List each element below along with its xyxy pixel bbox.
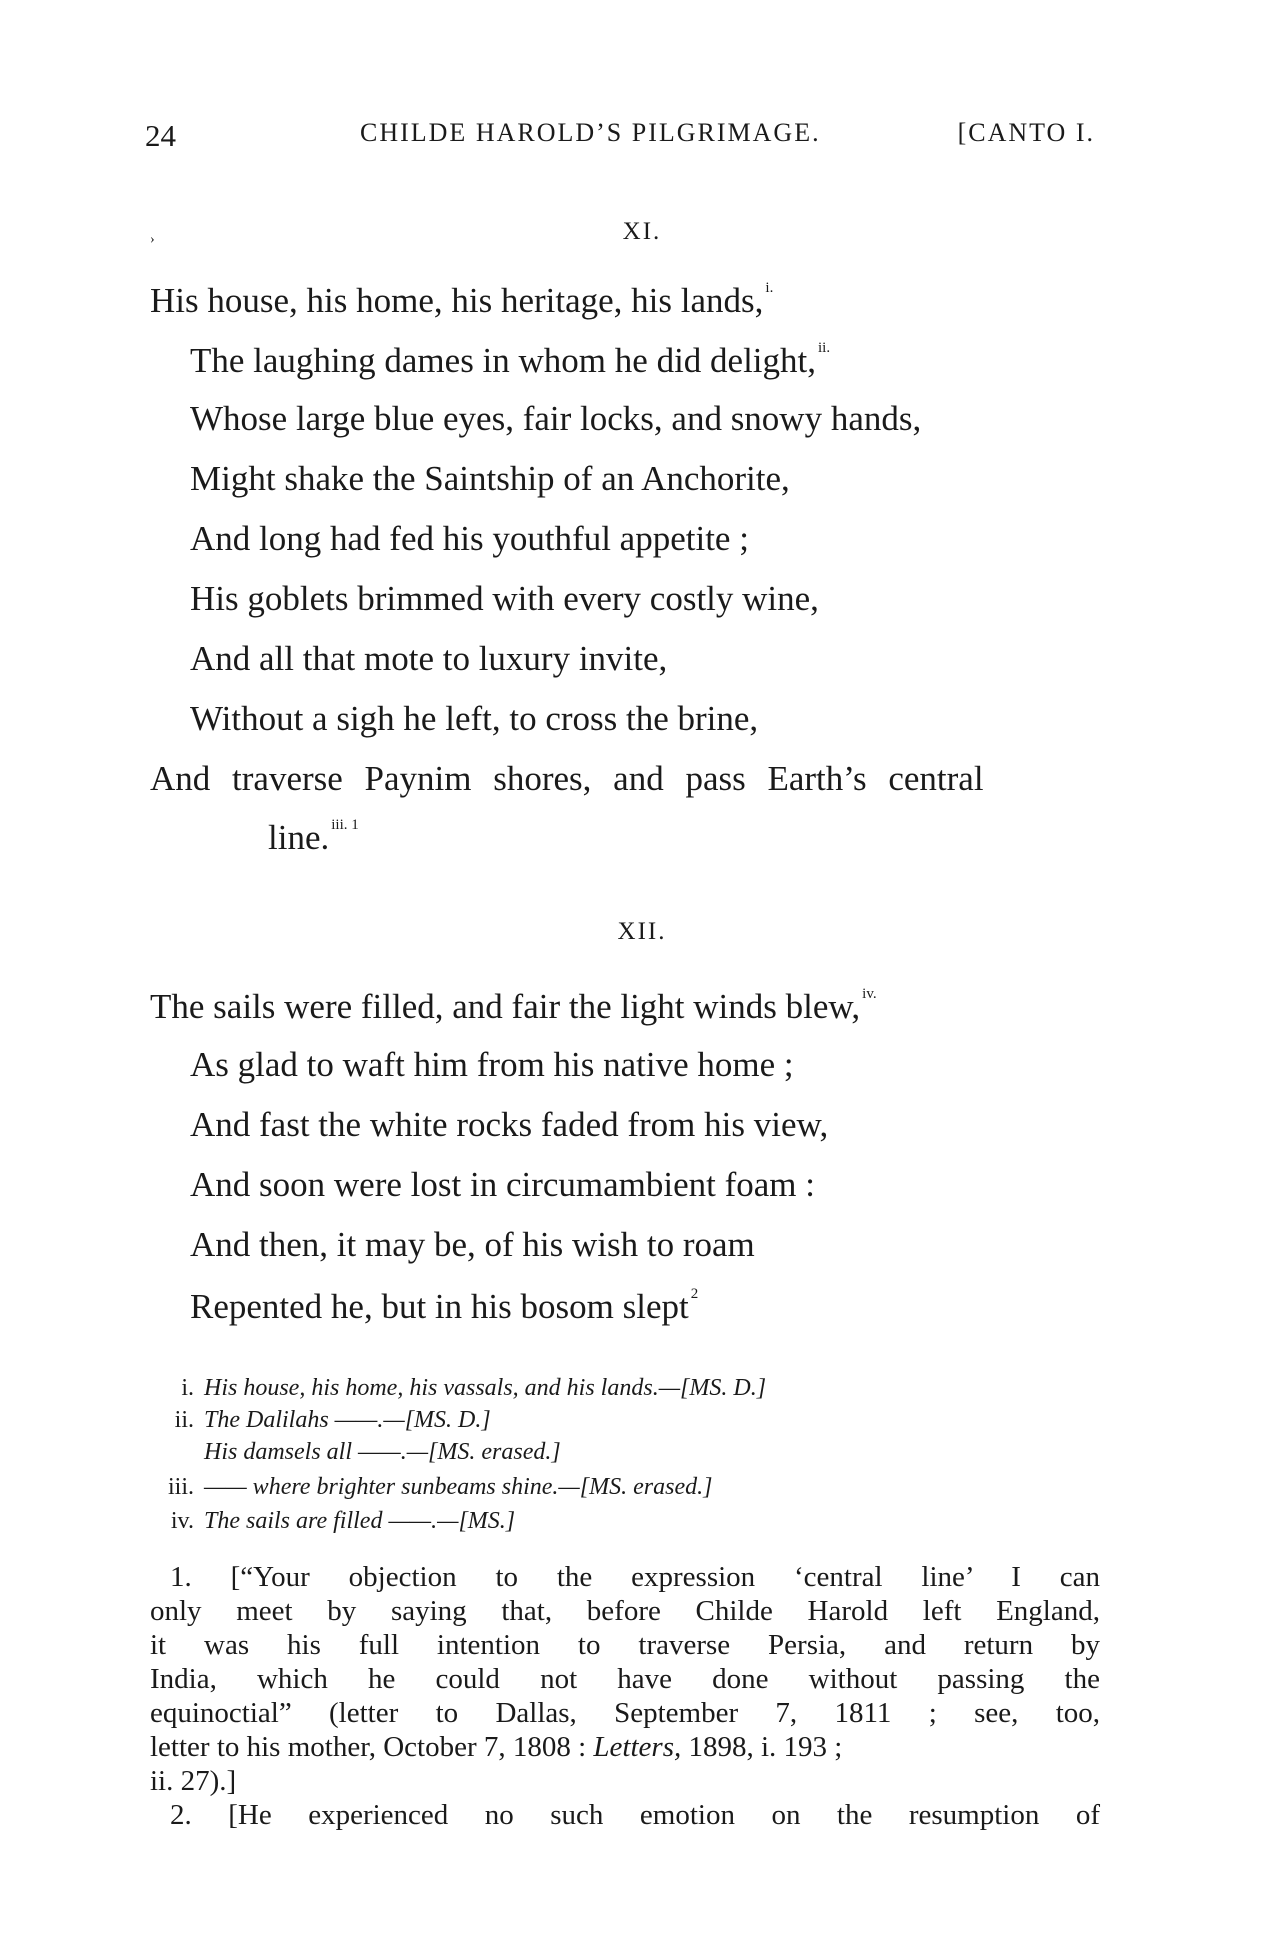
variant-item: iv. The sails are filled ——.—[MS.]	[170, 1508, 516, 1534]
verse-line: The sails were filled, and fair the light winds blew, $^{iv.}$	[150, 986, 877, 1026]
verse-line: His goblets brimmed with every costly wine,	[190, 579, 819, 618]
variant-item: His damsels all ——.—[MS. erased.]	[204, 1439, 561, 1465]
variant-item: i. His house, his home, his vassals, and his lands.—[MS. D.]	[181, 1375, 767, 1401]
running-head	[145, 118, 1095, 162]
variant-ref: ii.	[818, 340, 831, 356]
footnote-line: 1. [“Your objection to the expression ‘central line’ I can	[170, 1561, 1100, 1593]
footnote-line: 2. [He experienced no such emotion on the resumption of	[170, 1799, 1100, 1831]
footnote-line: equinoctial” (letter to Dallas, September 7, 1811 ; see, too,	[150, 1697, 1100, 1729]
running-title: CHILDE HAROLD’S PILGRIMAGE.	[360, 118, 821, 147]
page-number: 24	[145, 118, 176, 153]
variant-ref: i.	[765, 280, 774, 296]
stanza-numeral: XII.	[617, 918, 667, 945]
verse-line: Whose large blue eyes, fair locks, and snowy hands,	[190, 399, 922, 438]
footnote-line: letter to his mother, October 7, 1808 : Letters, 1898, i. 193 ;	[150, 1731, 843, 1763]
verse-line: As glad to waft him from his native home ;	[190, 1045, 794, 1084]
verse-line: And fast the white rocks faded from his view,	[190, 1105, 829, 1144]
footnote-line: ii. 27).]	[150, 1765, 237, 1797]
verse-line: And then, it may be, of his wish to roam	[190, 1225, 755, 1264]
verse-line: And long had fed his youthful appetite ;	[190, 519, 749, 558]
footnote-line: India, which he could not have done without passing the	[150, 1663, 1100, 1695]
verse-line: And traverse Paynim shores, and pass Earth’s central	[150, 759, 984, 798]
verse-line: And soon were lost in circumambient foam :	[190, 1165, 815, 1204]
stanza-numeral: XI.	[622, 218, 662, 245]
footnote-line: it was his full intention to traverse Persia, and return by	[150, 1629, 1100, 1661]
verse-line: The laughing dames in whom he did delight, $^{ii.}$	[190, 340, 831, 380]
footnote-line: only meet by saying that, before Childe Harold left England,	[150, 1595, 1100, 1627]
canto-label: [CANTO I.	[957, 118, 1095, 147]
variant-ref: iii. 1	[331, 817, 359, 833]
footnote-ref: 2	[690, 1286, 699, 1302]
verse-line: Repented he, but in his bosom slept $^2$	[190, 1286, 699, 1326]
italic-title: Letters,	[593, 1731, 682, 1763]
verse-line: Might shake the Saintship of an Anchorite,	[190, 459, 790, 498]
variant-item: ii. The Dalilahs ——.—[MS. D.]	[174, 1407, 491, 1433]
verse-line: Without a sigh he left, to cross the brine,	[190, 699, 759, 738]
verse-line: And all that mote to luxury invite,	[190, 639, 668, 678]
variant-ref: iv.	[862, 986, 877, 1002]
print-speck: ›	[150, 232, 155, 247]
variant-item: iii. —— where brighter sunbeams shine.—[MS. erased.]	[167, 1474, 713, 1500]
verse-line: line. $^{iii. 1}$	[268, 817, 359, 857]
verse-line: His house, his home, his heritage, his lands, $^{i.}$	[150, 280, 774, 320]
